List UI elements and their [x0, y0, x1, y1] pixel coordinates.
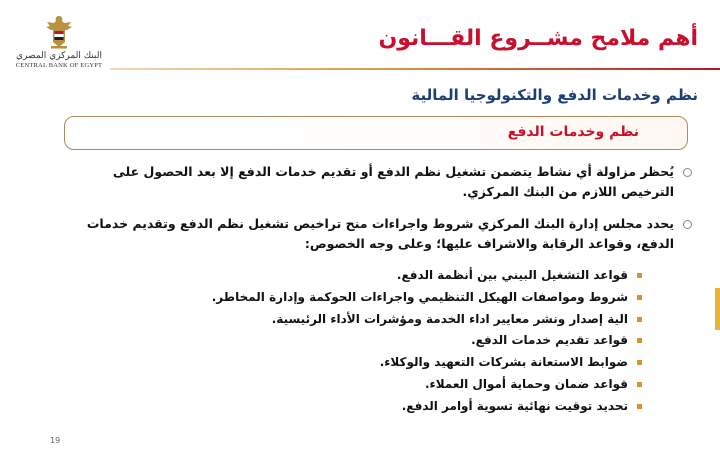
square-bullet-icon: [637, 273, 642, 278]
paragraph-licensing: [62, 162, 692, 202]
list-item-text: ضوابط الاستعانة بشركات التعهيد والوكلاء.: [379, 355, 628, 370]
logo-arabic-name: البنك المركزي المصري: [16, 51, 102, 61]
square-bullet-icon: [637, 360, 642, 365]
section-header-box: [64, 116, 688, 150]
list-item: [212, 265, 642, 287]
section-subtitle: نظم وخدمات الدفع والتكنولوجيا المالية: [411, 86, 698, 104]
square-bullet-icon: [637, 382, 642, 387]
logo-english-name: CENTRAL BANK OF EGYPT: [15, 62, 103, 69]
square-bullet-icon: [637, 317, 642, 322]
list-item-text: قواعد تقديم خدمات الدفع.: [471, 333, 628, 348]
list-item: [212, 330, 642, 352]
requirements-list: [212, 265, 642, 418]
square-bullet-icon: [637, 338, 642, 343]
title-divider: [110, 68, 720, 70]
list-item-text: الية إصدار ونشر معايير اداء الخدمة ومؤشرات الأداء الرئيسية.: [271, 311, 628, 326]
list-item: [212, 396, 642, 418]
circle-bullet-icon: [683, 220, 692, 229]
side-accent-bar: [715, 288, 720, 330]
circle-bullet-icon: [683, 168, 692, 177]
square-bullet-icon: [637, 295, 642, 300]
page-number: 19: [50, 436, 61, 445]
paragraph-text: يُحظر مزاولة أي نشاط يتضمن تشغيل نظم الدفع أو تقديم خدمات الدفع إلا بعد الحصول على الترخيص اللازم من البنك المركزي.: [112, 164, 674, 199]
paragraph-board-rules: [62, 214, 692, 254]
section-header-label: نظم وخدمات الدفع: [507, 124, 639, 140]
list-item: [212, 352, 642, 374]
cbe-logo: [14, 14, 104, 76]
eagle-emblem-icon: [42, 14, 76, 50]
list-item-text: تحديد توقيت نهائية تسوية أوامر الدفع.: [401, 398, 628, 413]
list-item: [212, 374, 642, 396]
list-item-text: قواعد التشغيل البيني بين أنظمة الدفع.: [396, 268, 628, 282]
page-title: أهم ملامح مشــروع القـــانون: [378, 26, 698, 51]
list-item: [212, 309, 642, 331]
list-item: [212, 287, 642, 309]
list-item-text: شروط ومواصفات الهيكل التنظيمي واجراءات الحوكمة وإدارة المخاطر.: [211, 289, 628, 304]
paragraph-text: يحدد مجلس إدارة البنك المركزي شروط واجراءات منح تراخيص تشغيل نظم الدفع وتقديم خدمات الدفع، وقواعد الرقابة والاشراف عليها؛ وعلى وجه الخصوص:: [86, 216, 674, 251]
square-bullet-icon: [637, 404, 642, 409]
list-item-text: قواعد ضمان وحماية أموال العملاء.: [425, 376, 628, 391]
